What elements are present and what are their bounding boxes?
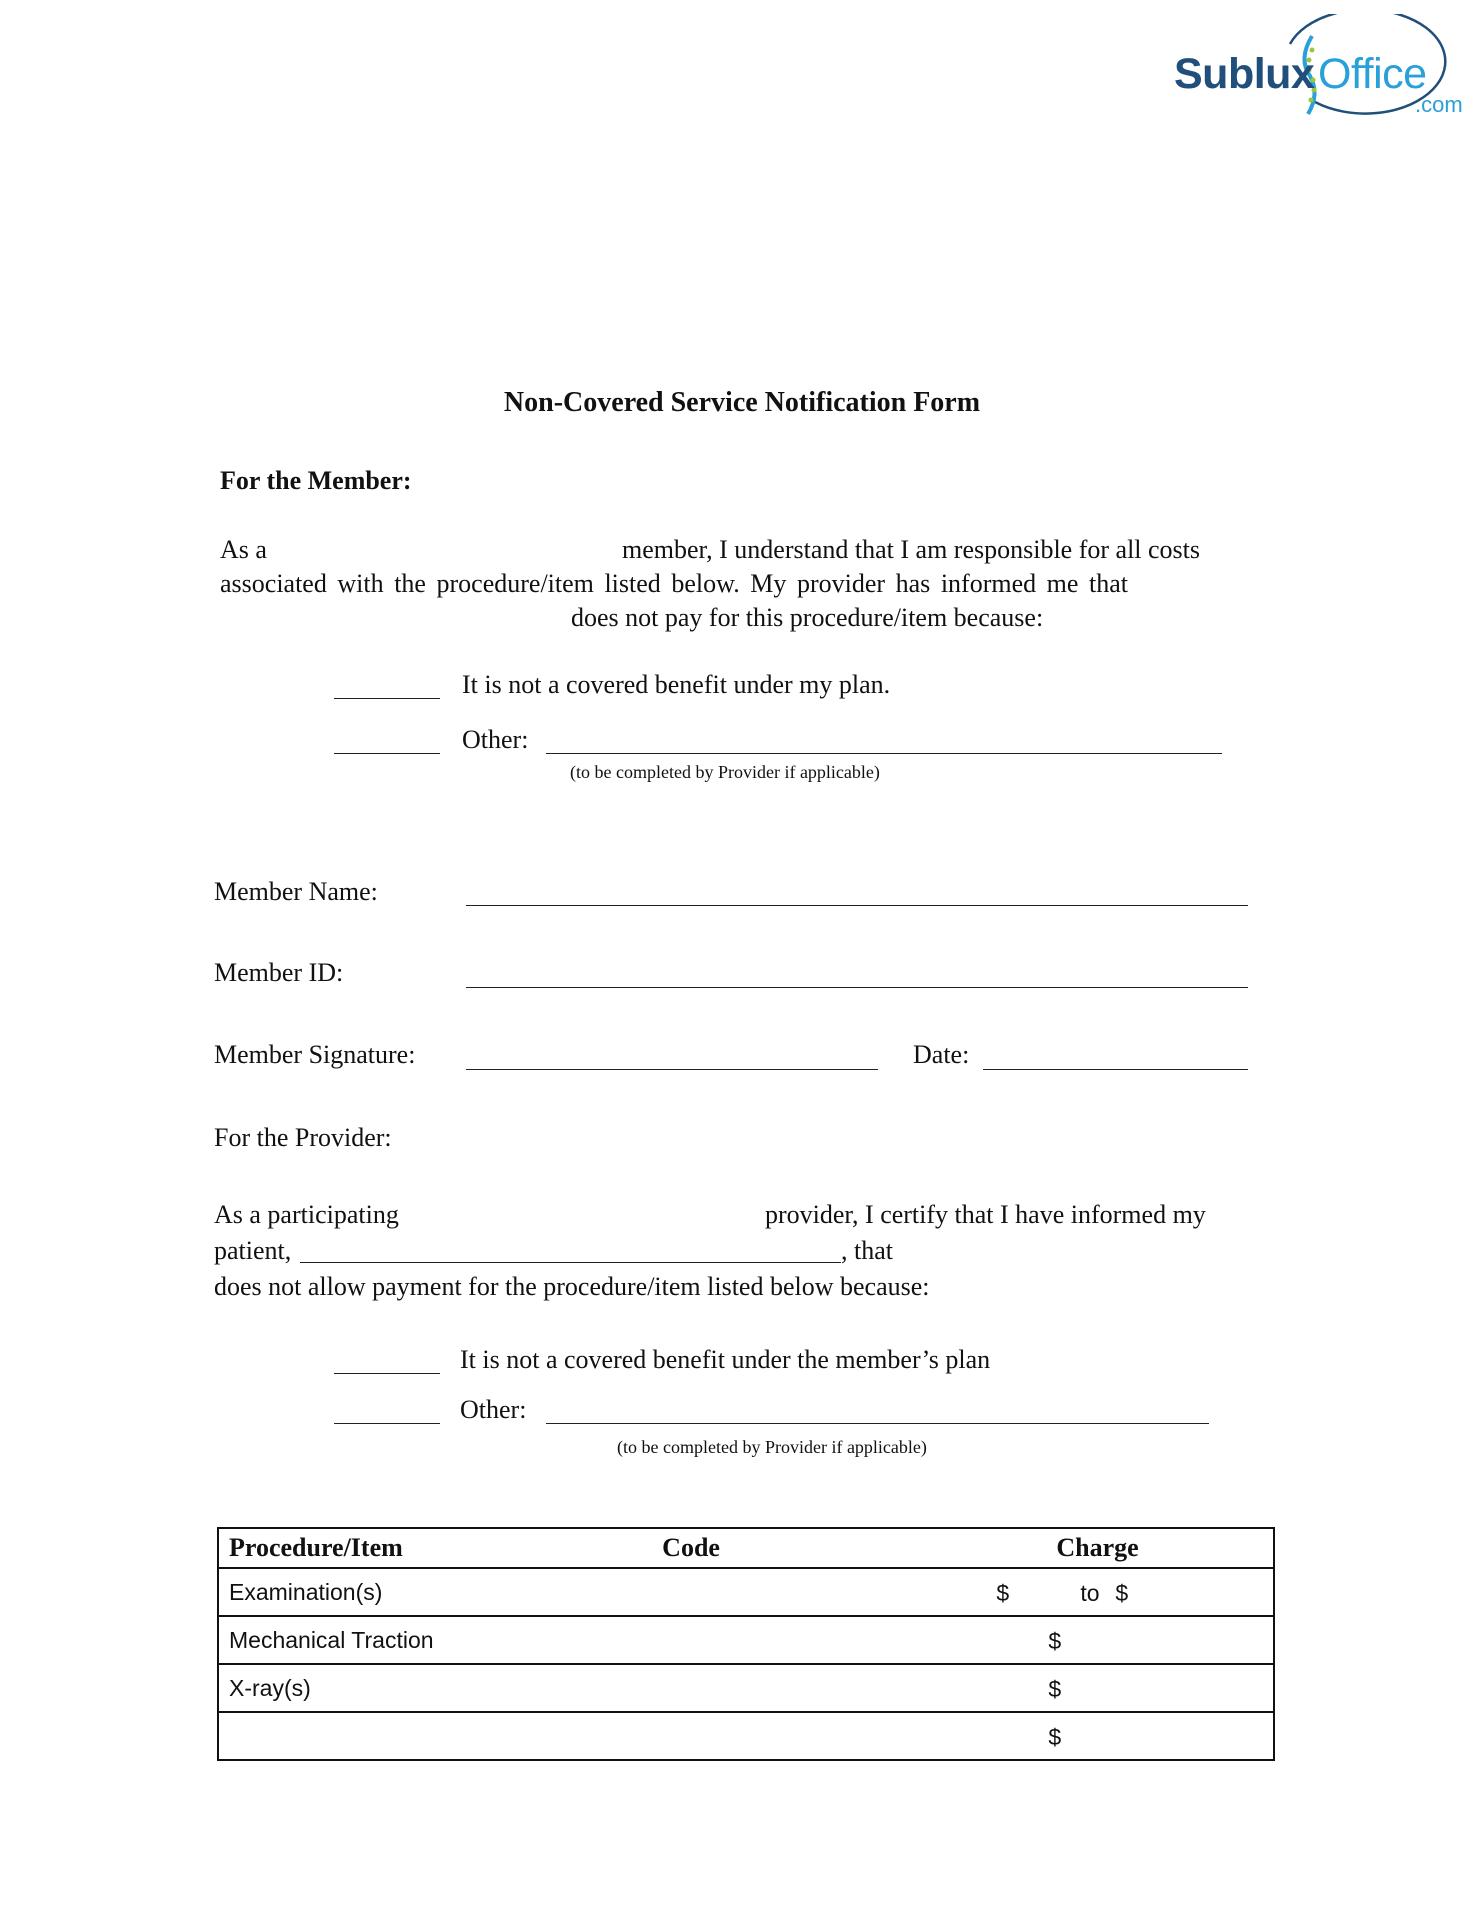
date-label: Date: (913, 1040, 970, 1069)
provider-line1-start: As a participating (214, 1200, 399, 1229)
member-option1-label: It is not a covered benefit under my plan. (462, 670, 891, 699)
header-charge: Charge (956, 1528, 1274, 1568)
member-line1-end: member, I understand that I am responsible for all costs (622, 535, 1201, 564)
row-charge[interactable] (956, 1664, 1274, 1712)
row-charge[interactable] (956, 1616, 1274, 1664)
row-code[interactable] (657, 1568, 956, 1616)
member-line1-start: As a (220, 535, 267, 564)
header-code: Code (657, 1528, 956, 1568)
provider-line2-start: patient, (214, 1236, 292, 1265)
table-row (218, 1664, 1274, 1712)
member-id-line[interactable] (466, 987, 1248, 988)
row-charge[interactable] (956, 1712, 1274, 1760)
row-charge[interactable] (956, 1568, 1274, 1616)
member-note: (to be completed by Provider if applicable) (570, 762, 880, 782)
row-item[interactable] (218, 1712, 657, 1760)
charge-dollar: $ (1048, 1676, 1062, 1702)
member-line3: does not pay for this procedure/item because: (571, 603, 1044, 632)
member-name-label: Member Name: (214, 877, 378, 906)
member-line2: associated with the procedure/item listed below. My provider has informed me that (220, 569, 1128, 598)
provider-line2-end: , that (841, 1236, 893, 1265)
provider-option2-checkline[interactable] (334, 1423, 440, 1424)
logo-text-com: .com (1415, 92, 1463, 117)
table-row (218, 1712, 1274, 1760)
member-signature-line[interactable] (466, 1069, 878, 1070)
row-item: Mechanical Traction (218, 1616, 657, 1664)
member-other-line[interactable] (546, 753, 1222, 754)
provider-heading: For the Provider: (214, 1123, 392, 1152)
member-id-label: Member ID: (214, 958, 344, 987)
member-option1-checkline[interactable] (334, 698, 440, 699)
row-code[interactable] (657, 1664, 956, 1712)
sublux-office-logo (1160, 14, 1463, 134)
procedure-table (217, 1527, 1275, 1761)
charge-dollar: $ (1048, 1628, 1062, 1654)
row-code[interactable] (657, 1616, 956, 1664)
provider-line3: does not allow payment for the procedure/item listed below because: (214, 1272, 930, 1301)
header-procedure-item: Procedure/Item (218, 1528, 657, 1568)
member-signature-label: Member Signature: (214, 1040, 416, 1069)
member-option2-checkline[interactable] (334, 753, 440, 754)
logo-text-sublux: Sublux (1174, 50, 1315, 98)
table-row (218, 1616, 1274, 1664)
table-row (218, 1568, 1274, 1616)
form-title: Non-Covered Service Notification Form (503, 387, 981, 418)
charge-dollar: $ (1048, 1724, 1062, 1750)
member-option2-label: Other: (462, 725, 529, 754)
provider-note: (to be completed by Provider if applicable) (617, 1437, 927, 1457)
patient-name-line[interactable] (300, 1262, 841, 1263)
member-name-line[interactable] (466, 905, 1248, 906)
provider-option2-label: Other: (460, 1395, 527, 1424)
row-item: X-ray(s) (218, 1664, 657, 1712)
table-header-row (218, 1528, 1274, 1568)
member-heading: For the Member: (220, 466, 412, 495)
charge-to: to (1080, 1580, 1100, 1606)
provider-other-line[interactable] (546, 1423, 1209, 1424)
logo-text-office: Office (1318, 50, 1427, 98)
row-code[interactable] (657, 1712, 956, 1760)
provider-option1-label: It is not a covered benefit under the member’s plan (460, 1345, 991, 1374)
date-line[interactable] (983, 1069, 1248, 1070)
charge-dollar-from: $ (996, 1580, 1010, 1606)
row-item: Examination(s) (218, 1568, 657, 1616)
charge-dollar-to: $ (1115, 1580, 1129, 1606)
provider-line1-end: provider, I certify that I have informed my (765, 1200, 1206, 1229)
provider-option1-checkline[interactable] (334, 1373, 440, 1374)
